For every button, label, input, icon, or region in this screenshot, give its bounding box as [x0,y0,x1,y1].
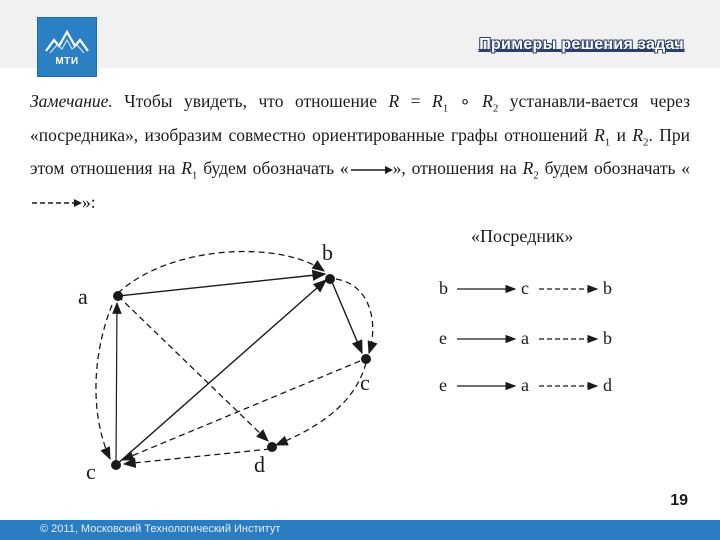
label-b: b [322,240,333,265]
mediator-row [435,278,635,302]
logo-text: МТИ [55,56,79,67]
remark-text: и [610,124,633,145]
math-sub2: 2 [533,169,539,182]
mediator-from: e [439,328,447,348]
page-number: 19 [670,492,688,509]
dashed-arrow-icon [30,197,82,209]
label-c-left: c [86,459,96,484]
math-sub1: 1 [442,102,449,115]
label-d: d [254,452,265,477]
label-a: a [78,284,88,309]
edge-c-a [116,303,117,465]
math-R: R [388,91,400,111]
edge-c-b [116,280,326,465]
remark-text: будем обозначать « [538,158,691,178]
math-sub1: 1 [191,169,198,182]
slide-title: Примеры решения задач [479,36,684,53]
label-c-right: c [360,370,370,395]
edge-cr-cl-dashed [122,361,360,460]
math-R2: R [482,91,493,111]
math-sub1: 1 [604,136,611,148]
footer-bar [0,520,720,540]
math-circ: ∘ [448,91,483,111]
edge-a-b [118,274,325,296]
remark-text: Чтобы увидеть, что отношение [112,91,389,111]
remark-text: будем обозначать « [197,158,349,178]
relation-graph [60,235,400,495]
edge-a-d-dashed [118,296,268,441]
mountains-icon [38,18,96,76]
node-a [113,291,123,301]
math-R2: R [522,158,534,178]
edge-d-cl-dashed [124,449,270,464]
edge-a-b-dashed [118,252,324,293]
mediator-to: d [603,375,612,395]
math-R2: R [632,124,644,145]
node-d [267,442,277,452]
edge-b-cr-dashed [336,279,373,353]
mediator-via: a [521,328,529,348]
remark-text: », отношения на [392,158,523,178]
mediator-via: a [521,375,529,395]
node-c-right [361,354,371,364]
mediator-to: b [603,278,612,298]
copyright-text: © 2011, Московский Технологический Институт [40,523,281,535]
mediator-row [435,328,635,352]
edge-cr-d-dashed [276,363,366,445]
node-c-left [111,460,121,470]
edge-b-c [332,282,362,353]
mediator-from: b [439,278,448,298]
remark-text: »: [82,191,96,212]
solid-arrow-icon [349,164,393,176]
math-sub2: 2 [492,102,499,115]
math-sub2: 2 [643,136,649,148]
math-R1: R [594,124,605,145]
math-R1: R [432,91,443,111]
mediator-title: «Посредник» [471,226,574,246]
mti-logo [37,17,97,77]
remark-text: устанавли-вается через «посредника», изобразим совместно ориентированные графы отношений [30,91,690,145]
mediator-from: e [439,375,447,395]
mediator-to: b [603,328,612,348]
remark-label: Замечание. [30,91,113,111]
edge-a-cl-dashed [96,305,112,459]
math-R1: R [181,158,192,178]
mediator-row [435,375,635,399]
mediator-via: c [521,278,529,298]
header-band [0,0,720,68]
remark-paragraph [30,88,690,215]
remark-text: . При этом отношения на [30,124,690,178]
node-b [325,274,335,284]
math-eq: = [399,91,432,111]
